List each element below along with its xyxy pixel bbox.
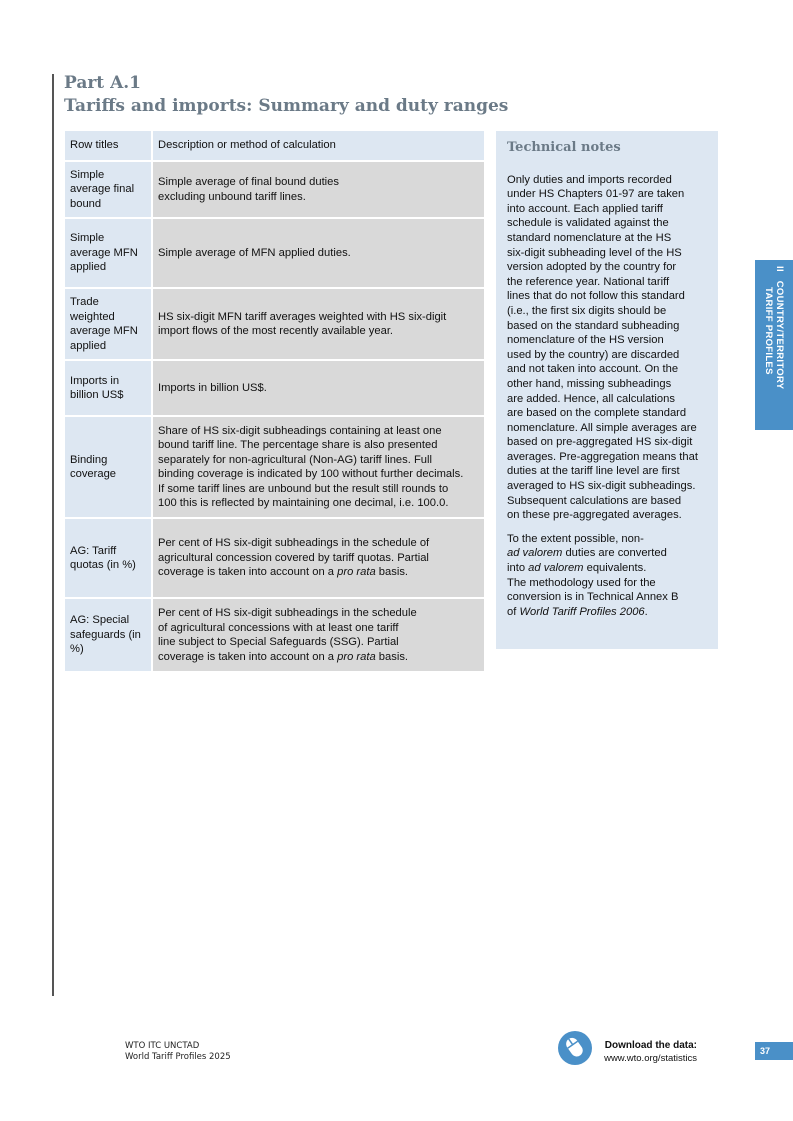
table-row (65, 161, 484, 218)
download-url[interactable]: www.wto.org/statistics (604, 1053, 697, 1064)
table-header-row (65, 131, 484, 161)
table-row (65, 288, 484, 360)
section-numeral: II (774, 266, 785, 272)
section-side-tab (755, 260, 793, 430)
row-description: Imports in billion US$. (152, 360, 484, 416)
row-title: Simple average MFN applied (65, 218, 152, 288)
page-title (64, 72, 508, 118)
row-title: Simple average final bound (65, 161, 152, 218)
margin-rule (52, 74, 54, 996)
download-link[interactable] (593, 1039, 697, 1065)
table-row (65, 416, 484, 518)
definitions-table (65, 131, 484, 673)
table-row (65, 360, 484, 416)
table-row (65, 518, 484, 598)
header-row-titles: Row titles (65, 131, 152, 161)
row-title: AG: Special safeguards (in %) (65, 598, 152, 672)
header-description: Description or method of calculation (152, 131, 484, 161)
side-tab-line1: COUNTRY/TERRITORY (774, 280, 785, 390)
row-title: Imports in billion US$ (65, 360, 152, 416)
technical-notes-paragraph: To the extent possible, non- ad valorem duties are converted into ad valorem equivalents. The methodology used for the conversion is in Technical Annex B of World Tariff Profiles 2006. (507, 532, 679, 618)
row-description: HS six-digit MFN tariff averages weighted with HS six-digit import flows of the most recently available year. (152, 288, 484, 360)
technical-notes-paragraph: Only duties and imports recorded under HS Chapters 01-97 are taken into account. Each applied tariff schedule is validated against the standard nomenclature at the HS six-digit subheading level of the HS version adopted by the country for the reference year. National tariff lines that do not follow this standard (i.e., the first six digits should be based on the standard subheading nomenclature of the HS version used by the country) are discarded and not taken into account. On the other hand, missing subheadings are added. Hence, all calculations are based on the complete standard nomenclature. All simple averages are based on pre-aggregated HS six-digit averages. Pre-aggregation means that duties at the tariff line level are first averaged to HS six-digit subheadings. Subsequent calculations are based on these pre-aggregated averages. (507, 173, 698, 522)
section-title: Tariffs and imports: Summary and duty ranges (64, 96, 509, 116)
table-row (65, 218, 484, 288)
row-description: Per cent of HS six-digit subheadings in the schedule of agricultural concession covered by tariff quotas. Partial coverage is taken into account on a pro rata basis. (152, 518, 484, 598)
technical-notes-heading: Technical notes (507, 140, 621, 155)
row-title: Trade weighted average MFN applied (65, 288, 152, 360)
part-label: Part A.1 (64, 73, 142, 93)
row-description: Simple average of MFN applied duties. (152, 218, 484, 288)
row-description: Share of HS six-digit subheadings containing at least one bound tariff line. The percentage share is also presented separately for non-agricultural (Non-AG) tariff lines. Full binding coverage is indicated by 100 without further decimals. If some tariff lines are unbound but the result still rounds to 100 this is reflected by maintaining one decimal, i.e. 100.0. (152, 416, 484, 518)
row-title: AG: Tariff quotas (in %) (65, 518, 152, 598)
footer-publication: World Tariff Profiles 2025 (125, 1052, 231, 1062)
side-tab-line2: TARIFF PROFILES (763, 287, 774, 375)
footer-org: WTO ITC UNCTAD (125, 1041, 200, 1051)
row-description: Simple average of final bound duties excluding unbound tariff lines. (152, 161, 484, 218)
download-label: Download the data: (604, 1040, 697, 1051)
row-title: Binding coverage (65, 416, 152, 518)
mouse-icon (558, 1031, 592, 1065)
footer-publisher (125, 1041, 231, 1063)
page-number: 37 (755, 1042, 793, 1060)
table-row (65, 598, 484, 672)
technical-notes-panel (496, 131, 718, 649)
row-description: Per cent of HS six-digit subheadings in the schedule of agricultural concessions with at least one tariff line subject to Special Safeguards (SSG). Partial coverage is taken into account on a pro rata basis. (152, 598, 484, 672)
